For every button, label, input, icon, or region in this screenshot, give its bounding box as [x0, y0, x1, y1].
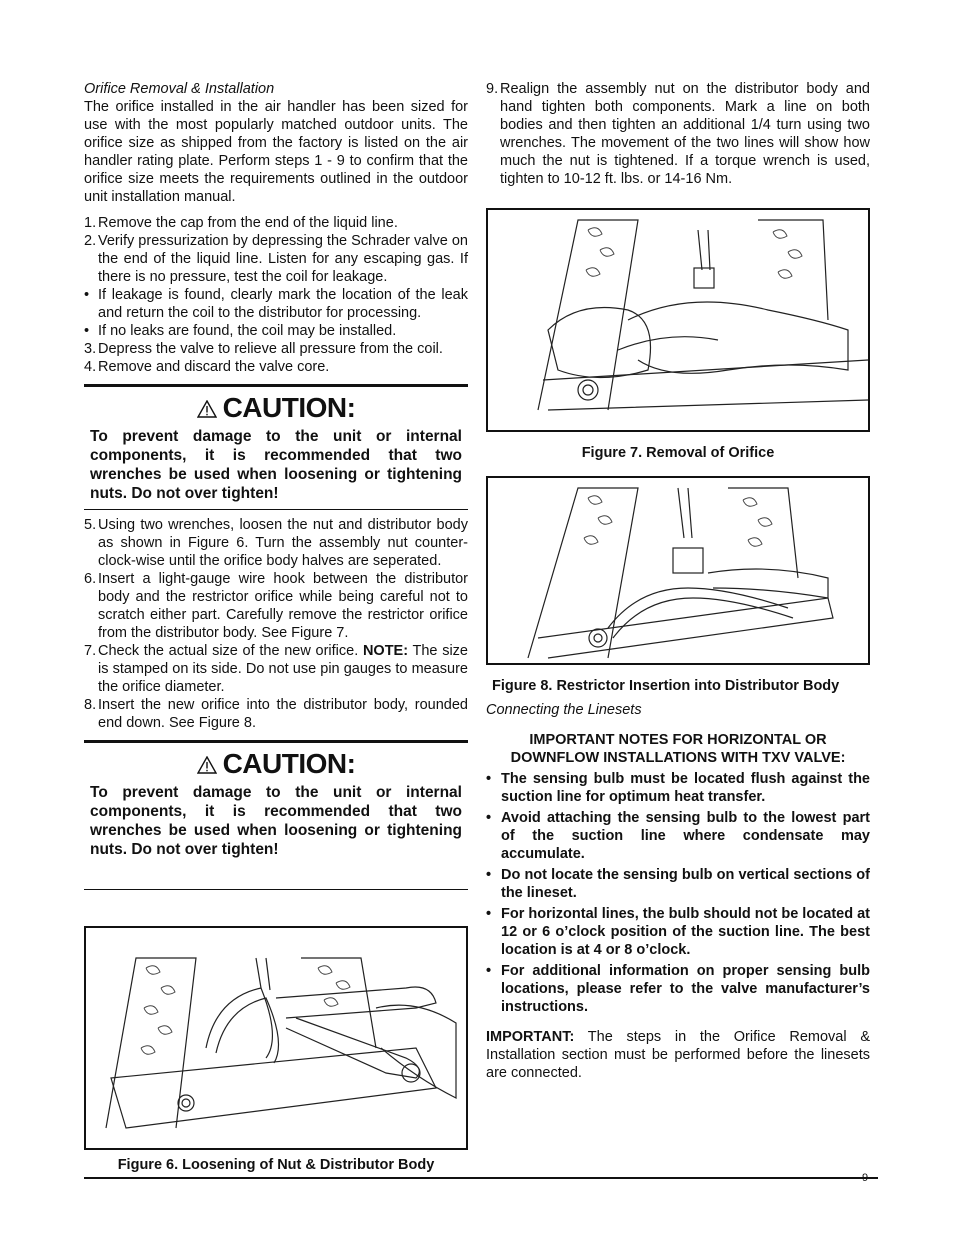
- notes-list: [486, 770, 870, 1016]
- list-item: • Avoid attaching the sensing bulb to the lowest part of the suction line where condensate may accumulate.: [486, 810, 870, 862]
- figure-7-illustration: [486, 208, 870, 432]
- caution-text: To prevent damage to the unit or internal components, it is recommended that two wrenches be used when loosening or tightening nuts. Do not over tighten!: [90, 784, 462, 858]
- list-item: 1. Remove the cap from the end of the liquid line.: [84, 215, 398, 231]
- list-item: 2. Verify pressurization by depressing the Schrader valve on the end of the liquid line. Listen for any escaping gas. If there is no pressure, test the coil for leakage.: [84, 233, 468, 285]
- list-item: • For horizontal lines, the bulb should not be located at 12 or 6 o’clock position of the suction line. The best location is at 4 or 8 o’clock.: [486, 906, 870, 958]
- figure-8-caption: Figure 8. Restrictor Insertion into Distributor Body: [492, 678, 840, 694]
- caution-box-1: [84, 384, 468, 510]
- figure-6-caption: Figure 6. Loosening of Nut & Distributor Body: [117, 1157, 435, 1173]
- figure-8-illustration: [486, 476, 870, 665]
- list-item: 4. Remove and discard the valve core.: [84, 359, 330, 375]
- list-item: • If leakage is found, clearly mark the location of the leak and return the coil to the distributor for processing.: [84, 287, 468, 321]
- section-title-linesets: Connecting the Linesets: [486, 702, 642, 718]
- list-item: • Do not locate the sensing bulb on vertical sections of the lineset.: [486, 867, 870, 901]
- restrictor-insertion-illustration: [488, 478, 868, 663]
- list-item: 5. Using two wrenches, loosen the nut and distributor body as shown in Figure 6. Turn the assembly nut counter-clock-wise until the orifice body halves are seperated.: [84, 517, 468, 569]
- page-number: 9: [862, 1172, 869, 1184]
- important-label: IMPORTANT:: [486, 1029, 575, 1045]
- list-item: 6. Insert a light-gauge wire hook between the distributor body and the restrictor orifice while being careful not to scratch either part. Carefully remove the restrictor orifice from the distributor body. See Figure 7.: [84, 571, 468, 641]
- footer-rule: [84, 1177, 878, 1179]
- figure-7-caption: Figure 7. Removal of Orifice: [581, 445, 775, 461]
- list-item: • If no leaks are found, the coil may be installed.: [84, 323, 397, 339]
- list-item: 7. Check the actual size of the new orifice. NOTE: The size is stamped on its side. Do not use pin gauges to measure the orifice diameter.: [84, 643, 468, 695]
- caution-title: CAUTION:: [222, 392, 356, 423]
- list-item: • For additional information on proper sensing bulb locations, please refer to the valve manufacturer’s instructions.: [486, 963, 870, 1015]
- steps-list-b: [84, 516, 468, 732]
- section-title-orifice: Orifice Removal & Installation: [84, 81, 275, 97]
- left-column: [84, 80, 468, 1174]
- steps-list-a: [84, 214, 468, 376]
- caution-box-2: [84, 740, 468, 890]
- important-paragraph: IMPORTANT: The steps in the Orifice Removal & Installation section must be performed before the linesets are connected.: [486, 1029, 870, 1081]
- coil-wrench-illustration: [86, 928, 466, 1148]
- important-notes-heading: IMPORTANT NOTES FOR HORIZONTAL OR DOWNFLOW INSTALLATIONS WITH TXV VALVE:: [510, 732, 846, 766]
- list-item: 8. Insert the new orifice into the distributor body, rounded end down. See Figure 8.: [84, 697, 468, 731]
- list-item: 9. Realign the assembly nut on the distributor body and hand tighten both components. Mark a line on both bodies and then tighten an additional 1/4 turn using two wrenches. The movement of the two lines will show how much the nut is tightened. If a torque wrench is used, tighten to 10-12 ft. lbs. or 14-16 Nm.: [486, 81, 870, 187]
- caution-title: CAUTION:: [222, 748, 356, 779]
- warning-triangle-icon: [197, 756, 217, 774]
- step-9: [486, 80, 870, 188]
- orifice-removal-illustration: [488, 210, 868, 430]
- warning-triangle-icon: [197, 400, 217, 418]
- right-column: [486, 80, 870, 1082]
- intro-paragraph: The orifice installed in the air handler has been sized for use with the most popularly matched outdoor units. The orifice size as shipped from the factory is listed on the air handler rating plate. Perform steps 1 - 9 to confirm that the orifice size meets the requirements outlined in the outdoor unit installation manual.: [84, 99, 468, 205]
- figure-6-illustration: [84, 926, 468, 1150]
- list-item: 3. Depress the valve to relieve all pressure from the coil.: [84, 341, 443, 357]
- list-item: • The sensing bulb must be located flush against the suction line for optimum heat transfer.: [486, 771, 870, 805]
- caution-text: To prevent damage to the unit or internal components, it is recommended that two wrenches be used when loosening or tightening nuts. Do not over tighten!: [90, 428, 462, 502]
